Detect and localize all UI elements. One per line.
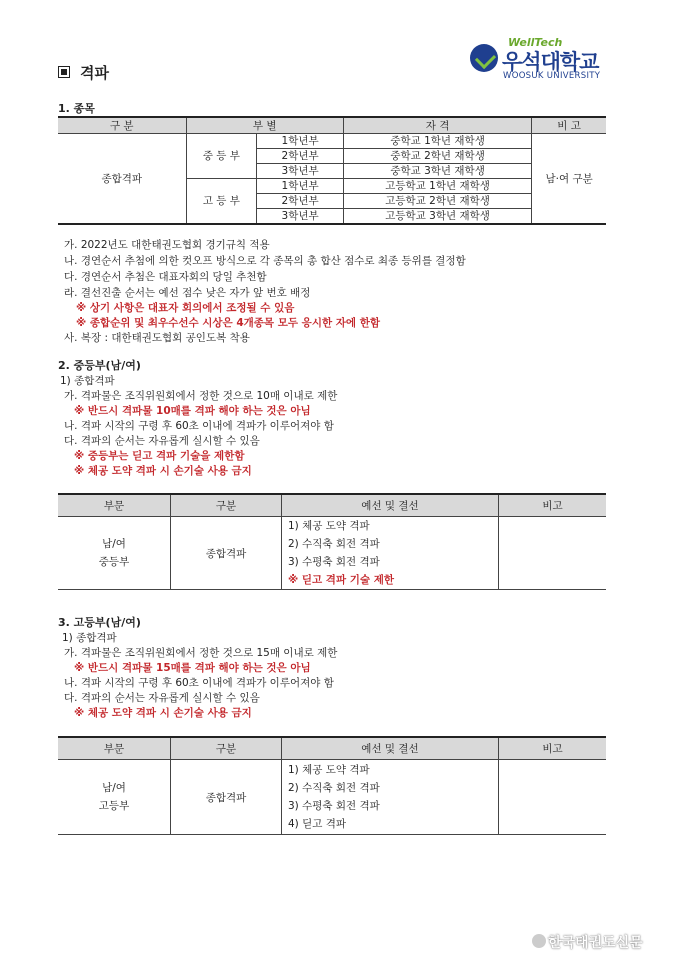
rule-line: 나. 격파 시작의 구령 후 60초 이내에 격파가 이루어져야 함: [64, 420, 334, 432]
table-header-row: [58, 117, 606, 134]
rule-line: 다. 경연순서 추첨은 대표자회의 당일 추천함: [64, 271, 267, 283]
watermark-logo-icon: [532, 934, 546, 948]
rule-warning: ※ 상기 사항은 대표자 회의에서 조정될 수 있음: [76, 302, 295, 314]
rule-line: 나. 격파 시작의 구령 후 60초 이내에 격파가 이루어져야 함: [64, 677, 334, 689]
page-title-text: 격파: [80, 64, 109, 82]
rule-warning: ※ 종합순위 및 최우수선수 시상은 4개종목 모두 응시한 자에 한함: [76, 317, 380, 329]
division-gender: 남/여: [102, 538, 126, 550]
rule-line: 다. 격파의 순서는 자유롭게 실시할 수 있음: [64, 692, 260, 704]
table-row: [58, 517, 606, 590]
list-item: 2) 수직축 회전 격파: [288, 782, 380, 794]
event-table: [58, 116, 606, 225]
division-cell: [58, 760, 171, 835]
qualification-cell: 고등학교 1학년 재학생: [343, 179, 531, 194]
rounds-cell: [282, 760, 499, 835]
sub-heading: 1) 종합격파: [62, 632, 117, 644]
list-item: 2) 수직축 회전 격파: [288, 538, 380, 550]
header-category: 구분: [171, 737, 282, 760]
note-cell: [499, 760, 607, 835]
grade-cell: 3학년부: [257, 164, 344, 179]
table-row: [58, 134, 606, 149]
rule-warning: ※ 반드시 격파물 10매를 격파 해야 하는 것은 아님: [74, 405, 311, 417]
rule-line: 가. 격파물은 조직위원회에서 정한 것으로 10매 이내로 제한: [64, 390, 338, 402]
list-item: 1) 체공 도약 격파: [288, 764, 370, 776]
grade-cell: 1학년부: [257, 179, 344, 194]
event-cell: 종합격파: [171, 760, 282, 835]
rule-warning: ※ 체공 도약 격파 시 손기술 사용 금지: [74, 707, 252, 719]
qualification-cell: 고등학교 2학년 재학생: [343, 194, 531, 209]
rule-line: 나. 경연순서 추첨에 의한 컷오프 방식으로 각 종목의 총 합산 점수로 최종 등위를 결정함: [64, 255, 466, 267]
header-note: 비고: [499, 494, 607, 517]
sub-heading: 1) 종합격파: [60, 375, 115, 387]
grade-cell: 2학년부: [257, 149, 344, 164]
university-emblem-icon: [470, 44, 498, 72]
note-cell: 남·여 구분: [532, 134, 606, 225]
table-row: [58, 760, 606, 835]
watermark: 한국태권도신문: [548, 935, 643, 951]
rule-warning: ※ 체공 도약 격파 시 손기술 사용 금지: [74, 465, 252, 477]
high-school-table: [58, 736, 606, 835]
rule-line: 가. 격파물은 조직위원회에서 정한 것으로 15매 이내로 제한: [64, 647, 338, 659]
header-section: 부문: [58, 494, 171, 517]
grade-cell: 3학년부: [257, 209, 344, 225]
section-2-heading: 2. 중등부(남/여): [58, 359, 141, 372]
list-item: 4) 딛고 격파: [288, 818, 347, 830]
section-1-heading: 1. 종목: [58, 102, 95, 115]
list-item-warning: ※ 딛고 격파 기술 제한: [288, 574, 394, 586]
logo-welltech: WellTech: [508, 36, 563, 49]
square-bullet-icon: [58, 66, 70, 78]
rounds-cell: [282, 517, 499, 590]
table-header-row: [58, 494, 606, 517]
table-header-row: [58, 737, 606, 760]
list-item: 3) 수평축 회전 격파: [288, 556, 380, 568]
note-cell: [499, 517, 607, 590]
division-level: 고등부: [98, 800, 130, 812]
header-division: 부 별: [186, 117, 343, 134]
rule-line: 다. 격파의 순서는 자유롭게 실시할 수 있음: [64, 435, 260, 447]
middle-school-cell: 중 등 부: [186, 134, 257, 179]
rule-warning: ※ 반드시 격파물 15매를 격파 해야 하는 것은 아님: [74, 662, 311, 674]
rule-warning: ※ 중등부는 딛고 격파 기술을 제한함: [74, 450, 245, 462]
division-level: 중등부: [98, 556, 130, 568]
header-rounds: 예선 및 결선: [282, 494, 499, 517]
header-section: 부문: [58, 737, 171, 760]
division-gender: 남/여: [102, 782, 126, 794]
qualification-cell: 중학교 1학년 재학생: [343, 134, 531, 149]
rule-line: 가. 2022년도 대한태권도협회 경기규칙 적용: [64, 239, 270, 251]
qualification-cell: 중학교 3학년 재학생: [343, 164, 531, 179]
header-qualification: 자 격: [343, 117, 531, 134]
event-cell: 종합격파: [171, 517, 282, 590]
list-item: 1) 체공 도약 격파: [288, 520, 370, 532]
qualification-cell: 중학교 2학년 재학생: [343, 149, 531, 164]
logo-name: 우석대학교: [502, 50, 599, 74]
event-cell: 종합격파: [58, 134, 186, 225]
grade-cell: 2학년부: [257, 194, 344, 209]
header-note: 비고: [499, 737, 607, 760]
grade-cell: 1학년부: [257, 134, 344, 149]
division-cell: [58, 517, 171, 590]
university-logo: [470, 38, 620, 83]
logo-english: WOOSUK UNIVERSITY: [503, 71, 601, 81]
list-item: 3) 수평축 회전 격파: [288, 800, 380, 812]
rule-line: 사. 복장 : 대한태권도협회 공인도복 착용: [64, 332, 250, 344]
high-school-cell: 고 등 부: [186, 179, 257, 225]
rule-line: 라. 결선진출 순서는 예선 점수 낮은 자가 앞 번호 배정: [64, 287, 311, 299]
header-rounds: 예선 및 결선: [282, 737, 499, 760]
header-category: 구 분: [58, 117, 186, 134]
section-3-heading: 3. 고등부(남/여): [58, 616, 141, 629]
header-note: 비 고: [532, 117, 606, 134]
middle-school-table: [58, 493, 606, 590]
qualification-cell: 고등학교 3학년 재학생: [343, 209, 531, 225]
header-category: 구분: [171, 494, 282, 517]
page-title: [58, 62, 109, 83]
